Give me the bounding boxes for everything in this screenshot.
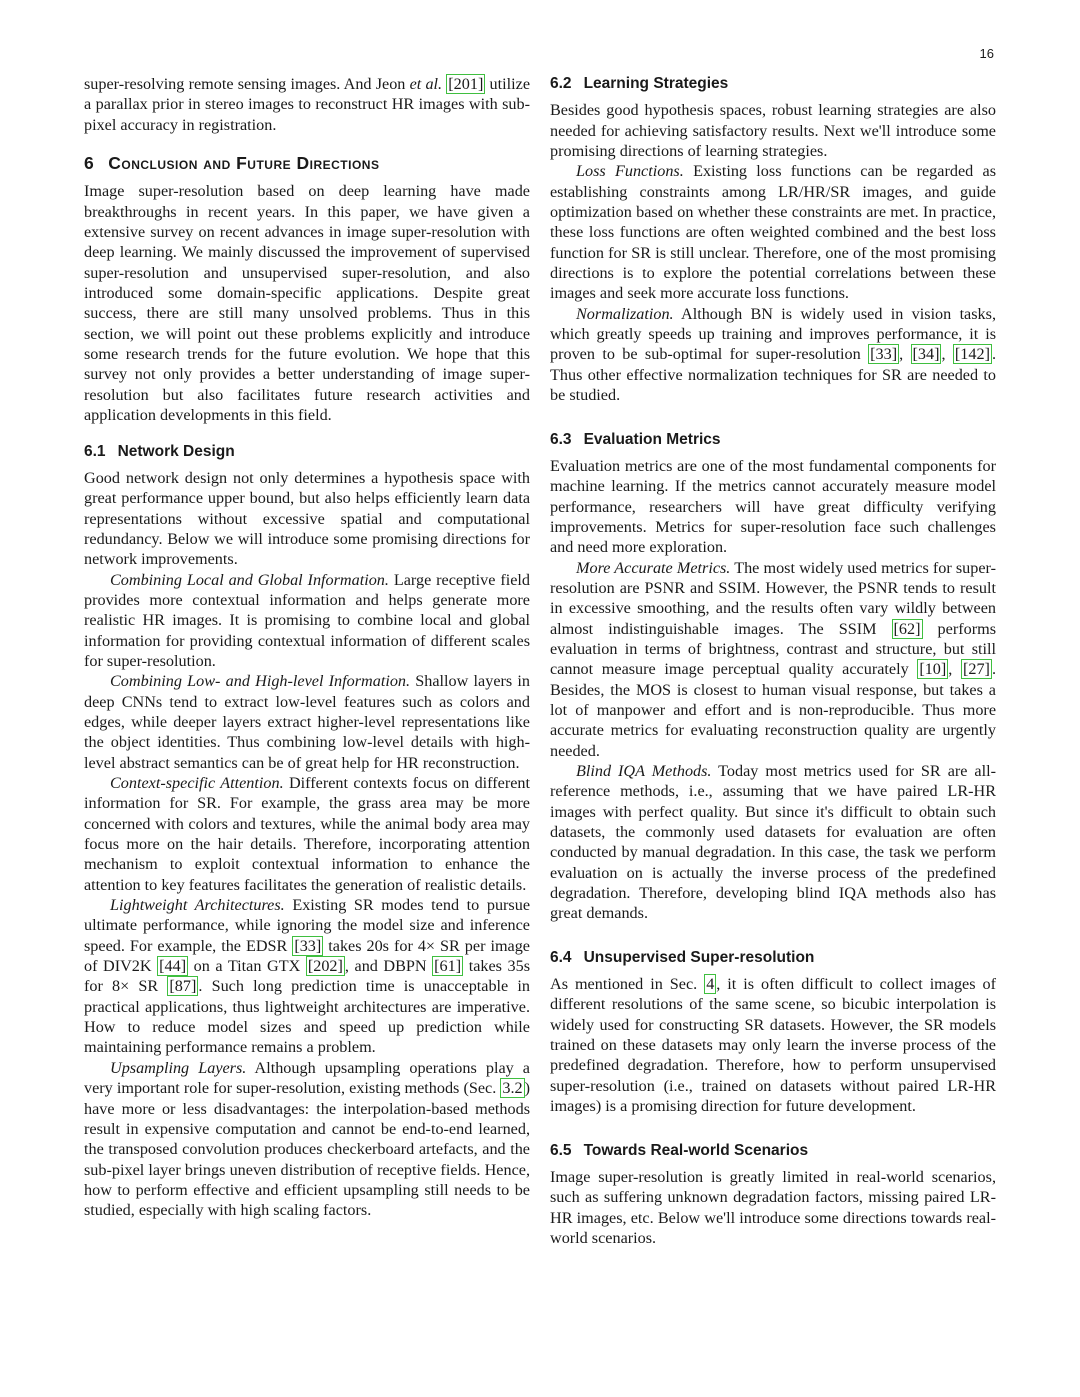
section-6-3-heading: 6.3 Evaluation Metrics [550,430,721,448]
intro-paragraph: super-resolving remote sensing images. And Jeon et al. [201] utilize a parallax prior in stereo images to reconstruct HR images with sub-pixel accuracy in registration. [84,75,531,134]
left-column [84,74,530,1221]
paragraph: Loss Functions. Existing loss functions can be regarded as establishing constraints among LR/HR/SR images, and guide optimization based on whether these constraints are met. In practice, these loss functions are often weighted combined and the best loss function for SR is still unclear. Therefore, one of the most promising directions is to explore the potential correlations between these images and seek more accurate loss functions. [550,162,996,303]
section-link[interactable]: 4 [706,975,715,994]
section-6-heading: 6 Conclusion and Future Directions [84,153,380,174]
citation-link[interactable]: [44] [159,957,187,976]
paragraph: Evaluation metrics are one of the most fundamental components for machine learning. If the metrics cannot accurately measure model performance, researchers will have great difficulty verifying improvements. Metrics for super-resolution face such challenges and need more exploration. [550,456,996,557]
paragraph: Normalization. Although BN is widely used in vision tasks, which greatly speeds up training and improves performance, it is proven to be sub-optimal for super-resolution [33] , [34] , [142] . Thus other effective normalization techniques for SR are needed to be studied. [550,304,997,405]
paragraph: Image super-resolution based on deep learning have made breakthroughs in recent years. In this paper, we have given a extensive survey on recent advances in image super-resolution with deep learning. We mainly discussed the improvement of supervised super-resolution and unsupervised super-resolution, and also introduced some domain-specific applications. Despite great success, there are still many unsolved problems. Thus in this section, we will point out these problems explicitly and introduce some research trends for the future evolution. We hope that this survey not only provides a better understanding of image super-resolution but also facilitates future research activities and application developments in this field. [84,182,530,425]
paragraph: Besides good hypothesis spaces, robust learning strategies are also needed for achieving satisfactory results. Next we'll introduce some promising directions of learning strategies. [550,101,996,161]
citation-link[interactable]: [87] [169,977,197,996]
citation-link[interactable]: [10] [919,660,947,679]
paragraph: Context-specific Attention. Different contexts focus on different information for SR. For example, the grass area may be more concerned with colors and textures, while the animal body area may focus more on the hair details. Therefore, incorporating attention mechanism to exploit contextual information to enhance the attention to key features facilitates the generation of realistic details. [84,774,530,894]
citation-link[interactable]: [27] [962,660,990,679]
citation-link[interactable]: [33] [294,936,322,955]
citation-link[interactable]: [34] [912,345,940,364]
paragraph: Lightweight Architectures. Existing SR modes tend to pursue ultimate performance, while ignoring the model size and inference speed. For example, the EDSR [33] takes 20s for 4× SR per image of DIV2K [44] on a Titan GTX [202] , and DBPN [61] takes 35s for 8× SR [87] . Such long prediction time is unacceptable in practical applications, thus lightweight architectures are imperative. How to reduce model sizes and speed up prediction while maintaining performance remains a problem. [84,896,531,1057]
paragraph: Combining Low- and High-level Information. Shallow layers in deep CNNs tend to extract low-level features such as colors and edges, while deeper layers extract higher-level representations like the object identities. Thus combining low-level details with high-level abstract semantics can be of great help for HR reconstruction. [84,672,530,772]
paragraph: Upsampling Layers. Although upsampling operations play a very important role for super-resolution, existing methods (Sec. 3.2 ) have more or less disadvantages: the interpolation-based methods result in expensive computation and cannot be end-to-end learned, the transposed convolution produces checkerboard artefacts, and the sub-pixel layer brings uneven distribution of receptive fields. Hence, how to perform effective and efficient upsampling still needs to be studied, especially with high scaling factors. [84,1058,530,1220]
section-link[interactable]: 3.2 [502,1079,523,1098]
right-column [550,74,996,1248]
section-6-4-heading: 6.4 Unsupervised Super-resolution [550,948,815,966]
paragraph: Combining Local and Global Information. Large receptive field provides more contextual information and helps generate more realistic HR images. It is promising to combine local and global information for providing contextual information of different scales for super-resolution. [84,570,530,670]
section-6-1-heading: 6.1 Network Design [84,442,235,460]
paragraph: Blind IQA Methods. Today most metrics used for SR are all-reference methods, i.e., assuming that we have paired LR-HR images with perfect quality. But since it's difficult to obtain such datasets, the commonly used datasets for evaluation are often conducted by manual degradation. In this case, the task we perform evaluation on is actually the inverse process of the predefined degradation. Therefore, developing blind IQA methods also has great demands. [550,762,996,923]
citation-link[interactable]: [142] [954,345,990,364]
section-6-5-heading: 6.5 Towards Real-world Scenarios [550,1141,809,1159]
citation-link[interactable]: [61] [434,957,462,976]
section-6-2-heading: 6.2 Learning Strategies [550,75,729,92]
paragraph: Good network design not only determines a hypothesis space with great performance upper bound, but also helps efficiently learn data representations without excessive spatial and computational redundancy. Below we will introduce some promising directions for network improvements. [84,468,530,569]
citation-link[interactable]: [33] [870,345,898,364]
page-number: 16 [979,46,994,61]
citation-link[interactable]: [62] [893,619,921,638]
citation-link[interactable]: [202] [307,957,343,976]
paragraph: Image super-resolution is greatly limited in real-world scenarios, such as suffering unknown degradation factors, missing paired LR-HR images, etc. Below we'll introduce some directions towards real-world scenarios. [550,1167,996,1247]
paragraph: More Accurate Metrics. The most widely used metrics for super-resolution are PSNR and SSIM. However, the PSNR tends to result in excessive smoothing, and the results often vary wildly between almost indistinguishable images. The SSIM [62] performs evaluation in terms of brightness, contrast and structure, but still cannot measure image perceptual quality accurately [10] , [27] . Besides, the MOS is closest to human visual response, but takes a lot of manpower and effort and is non-reproducible. Thus more accurate metrics for evaluating reconstruction quality are urgently needed. [550,558,997,760]
citation-link[interactable]: [201] [448,75,484,93]
paragraph: As mentioned in Sec. 4 , it is often difficult to collect images of different resolutions of the same scene, so bicubic interpolation is widely used for constructing SR datasets. However, the SR models trained on these datasets may only learn the inverse process of the predefined degradation. Therefore, how to perform unsupervised super-resolution (i.e., trained on datasets without paired LR-HR images) is a promising direction for future development. [550,975,996,1116]
